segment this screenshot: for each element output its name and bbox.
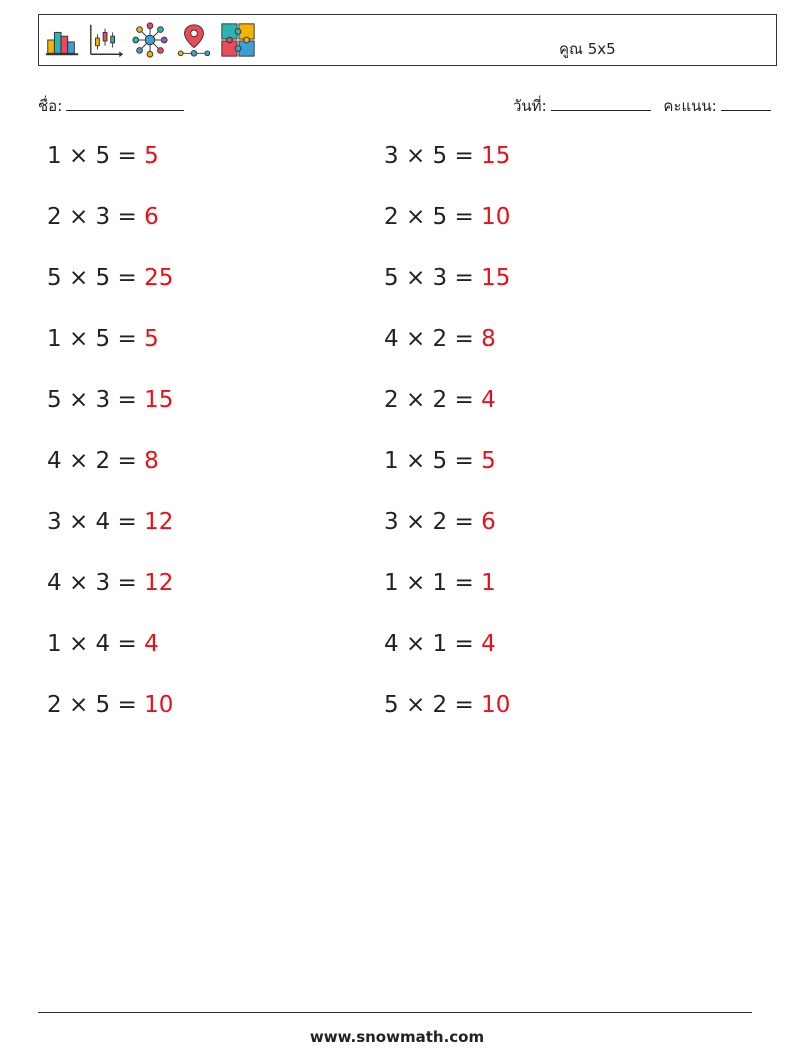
problem-item [47, 692, 173, 718]
name-field [38, 94, 184, 118]
problem-item [384, 509, 496, 535]
problem-question: 2 × 2 = [384, 387, 482, 413]
problem-question: 5 × 5 = [47, 265, 145, 291]
problem-question: 3 × 4 = [47, 509, 145, 535]
problem-question: 1 × 1 = [384, 570, 482, 596]
problem-row [47, 570, 747, 610]
problem-item [384, 326, 496, 352]
problem-question: 1 × 5 = [47, 143, 145, 169]
score-label: คะแนน: [663, 97, 717, 115]
problem-answer: 4 [144, 631, 159, 657]
bar-chart-icon [43, 21, 81, 59]
problem-item [47, 143, 159, 169]
problem-answer: 4 [481, 387, 496, 413]
problem-item [47, 570, 173, 596]
problem-row [47, 509, 747, 549]
name-label: ชื่อ: [38, 97, 63, 115]
date-label: วันที่: [513, 97, 547, 115]
problem-question: 1 × 4 = [47, 631, 145, 657]
location-route-icon [175, 21, 213, 59]
problem-question: 1 × 5 = [384, 448, 482, 474]
problem-answer: 5 [481, 448, 496, 474]
name-blank[interactable] [66, 96, 184, 111]
problem-answer: 10 [481, 692, 511, 718]
problem-answer: 5 [144, 143, 159, 169]
footer-website: www.snowmath.com [309, 1028, 485, 1046]
problem-question: 1 × 5 = [47, 326, 145, 352]
footer-divider [38, 1012, 752, 1013]
problem-answer: 12 [144, 570, 174, 596]
problem-item [47, 448, 159, 474]
problem-answer: 4 [481, 631, 496, 657]
problem-row [47, 387, 747, 427]
problem-question: 4 × 2 = [384, 326, 482, 352]
problem-item [384, 692, 510, 718]
problem-item [384, 631, 496, 657]
problem-row [47, 265, 747, 305]
problem-answer: 12 [144, 509, 174, 535]
problem-answer: 6 [481, 509, 496, 535]
date-score-fields [513, 94, 771, 118]
problem-row [47, 204, 747, 244]
score-blank[interactable] [721, 96, 771, 111]
problem-item [47, 509, 173, 535]
problem-row [47, 631, 747, 671]
problem-item [384, 265, 510, 291]
puzzle-icon [219, 21, 257, 59]
network-icon [131, 21, 169, 59]
problem-item [47, 631, 159, 657]
problem-answer: 6 [144, 204, 159, 230]
problem-question: 3 × 5 = [384, 143, 482, 169]
header-icons [43, 19, 257, 61]
candlestick-chart-icon [87, 21, 125, 59]
problem-question: 4 × 1 = [384, 631, 482, 657]
problem-row [47, 143, 747, 183]
problem-answer: 15 [481, 265, 511, 291]
problem-answer: 1 [481, 570, 496, 596]
problem-item [384, 204, 510, 230]
problem-question: 2 × 3 = [47, 204, 145, 230]
problem-answer: 10 [481, 204, 511, 230]
problem-row [47, 448, 747, 488]
problem-answer: 25 [144, 265, 174, 291]
problem-answer: 15 [144, 387, 174, 413]
problem-item [384, 143, 510, 169]
problem-answer: 8 [144, 448, 159, 474]
problem-item [47, 265, 173, 291]
problem-item [47, 326, 159, 352]
problem-question: 2 × 5 = [384, 204, 482, 230]
problem-question: 5 × 3 = [384, 265, 482, 291]
problem-item [384, 448, 496, 474]
problem-answer: 5 [144, 326, 159, 352]
problem-question: 5 × 2 = [384, 692, 482, 718]
problem-item [47, 387, 173, 413]
problem-question: 4 × 3 = [47, 570, 145, 596]
problem-item [384, 570, 496, 596]
problem-question: 4 × 2 = [47, 448, 145, 474]
problem-question: 2 × 5 = [47, 692, 145, 718]
problem-answer: 15 [481, 143, 511, 169]
problem-question: 3 × 2 = [384, 509, 482, 535]
problem-item [47, 204, 159, 230]
problem-item [384, 387, 496, 413]
problem-answer: 10 [144, 692, 174, 718]
problem-question: 5 × 3 = [47, 387, 145, 413]
worksheet-header [38, 14, 777, 66]
problem-row [47, 692, 747, 732]
problem-row [47, 326, 747, 366]
worksheet-title: คูณ 5x5 [559, 40, 616, 58]
date-blank[interactable] [551, 96, 651, 111]
problem-answer: 8 [481, 326, 496, 352]
